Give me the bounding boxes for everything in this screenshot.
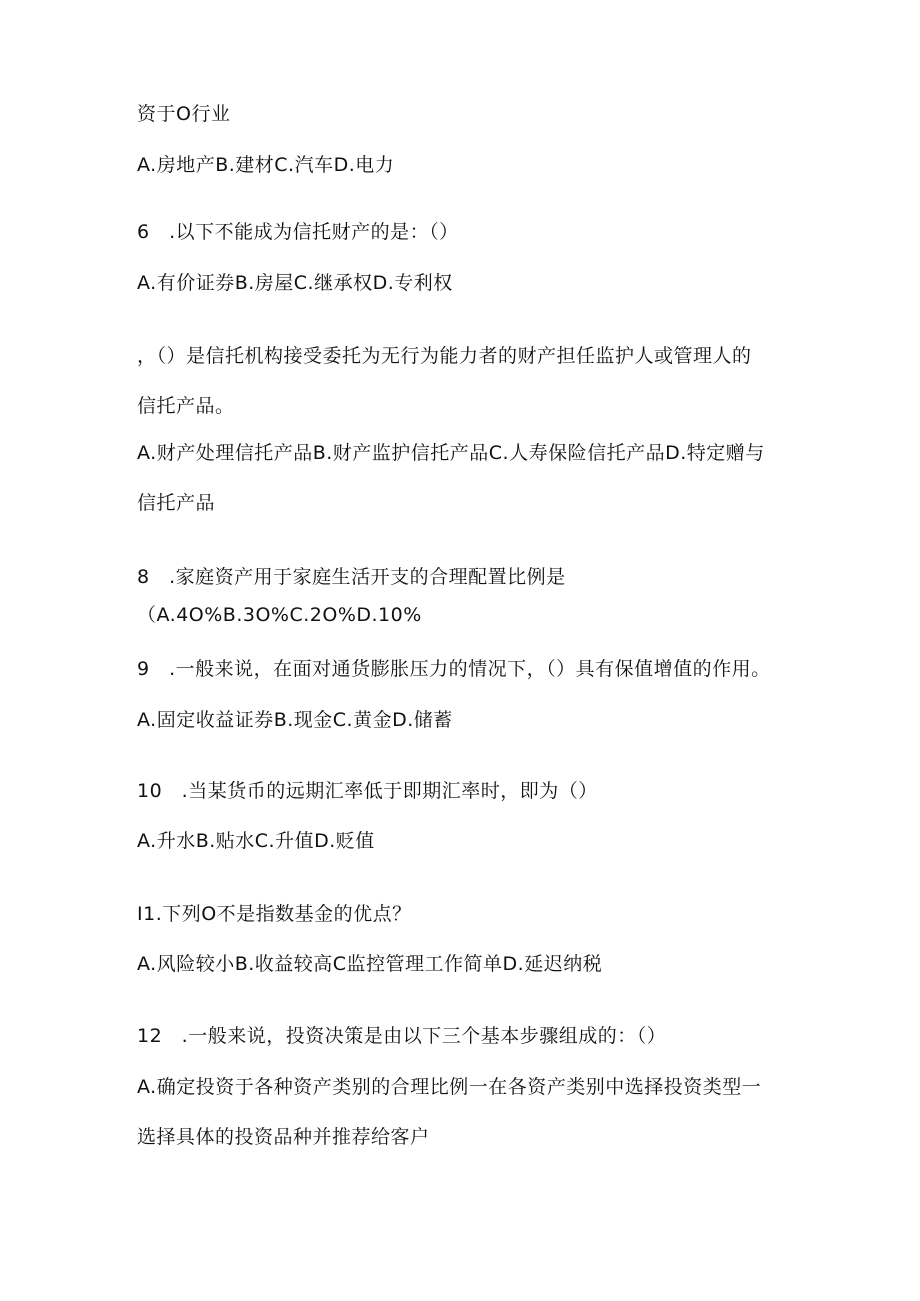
text-line-q8: 8 .家庭资产用于家庭生活开支的合理配置比例是 — [137, 566, 566, 588]
text-line-q11-options: A.风险较小B.收益较高C监控管理工作简单D.延迟纳税 — [137, 953, 603, 975]
text-line-q6-options: A.有价证券B.房屋C.继承权D.专利权 — [137, 272, 453, 294]
text-line-q7-options-cont: 信托产品 — [137, 492, 216, 514]
text-line-q6: 6 .以下不能成为信托财产的是：（） — [137, 221, 459, 243]
text-line-q11: I1.下列O不是指数基金的优点？ — [137, 903, 412, 925]
text-line-q12: 12 .一般来说，投资决策是由以下三个基本步骤组成的：（） — [137, 1025, 667, 1047]
text-line-q10: 10 .当某货币的远期汇率低于即期汇率时，即为（） — [137, 780, 598, 802]
text-line-q12-options: A.确定投资于各种资产类别的合理比例一在各资产类别中选择投资类型一 — [137, 1076, 762, 1098]
text-line-q9-options: A.固定收益证券B.现金C.黄金D.储蓄 — [137, 709, 453, 731]
text-line-q7-options: A.财产处理信托产品B.财产监护信托产品C.人寿保险信托产品D.特定赠与 — [137, 442, 765, 464]
text-line-q8-options: （A.4O%B.3O%C.2O%D.10% — [137, 604, 422, 626]
text-line-q9: 9 .一般来说，在面对通货膨胀压力的情况下，（）具有保值增值的作用。 — [137, 658, 771, 680]
text-line-q7-cont: 信托产品。 — [137, 395, 235, 417]
text-line-q12-options-cont: 选择具体的投资品种并推荐给客户 — [137, 1126, 430, 1148]
text-line-q7: ，（）是信托机构接受委托为无行为能力者的财产担任监护人或管理人的 — [137, 345, 752, 367]
text-line-q10-options: A.升水B.贴水C.升值D.贬值 — [137, 830, 375, 852]
text-line-q5-options: A.房地产B.建材C.汽车D.电力 — [137, 154, 395, 176]
text-line-q5-cont: 资于O行业 — [137, 103, 231, 125]
